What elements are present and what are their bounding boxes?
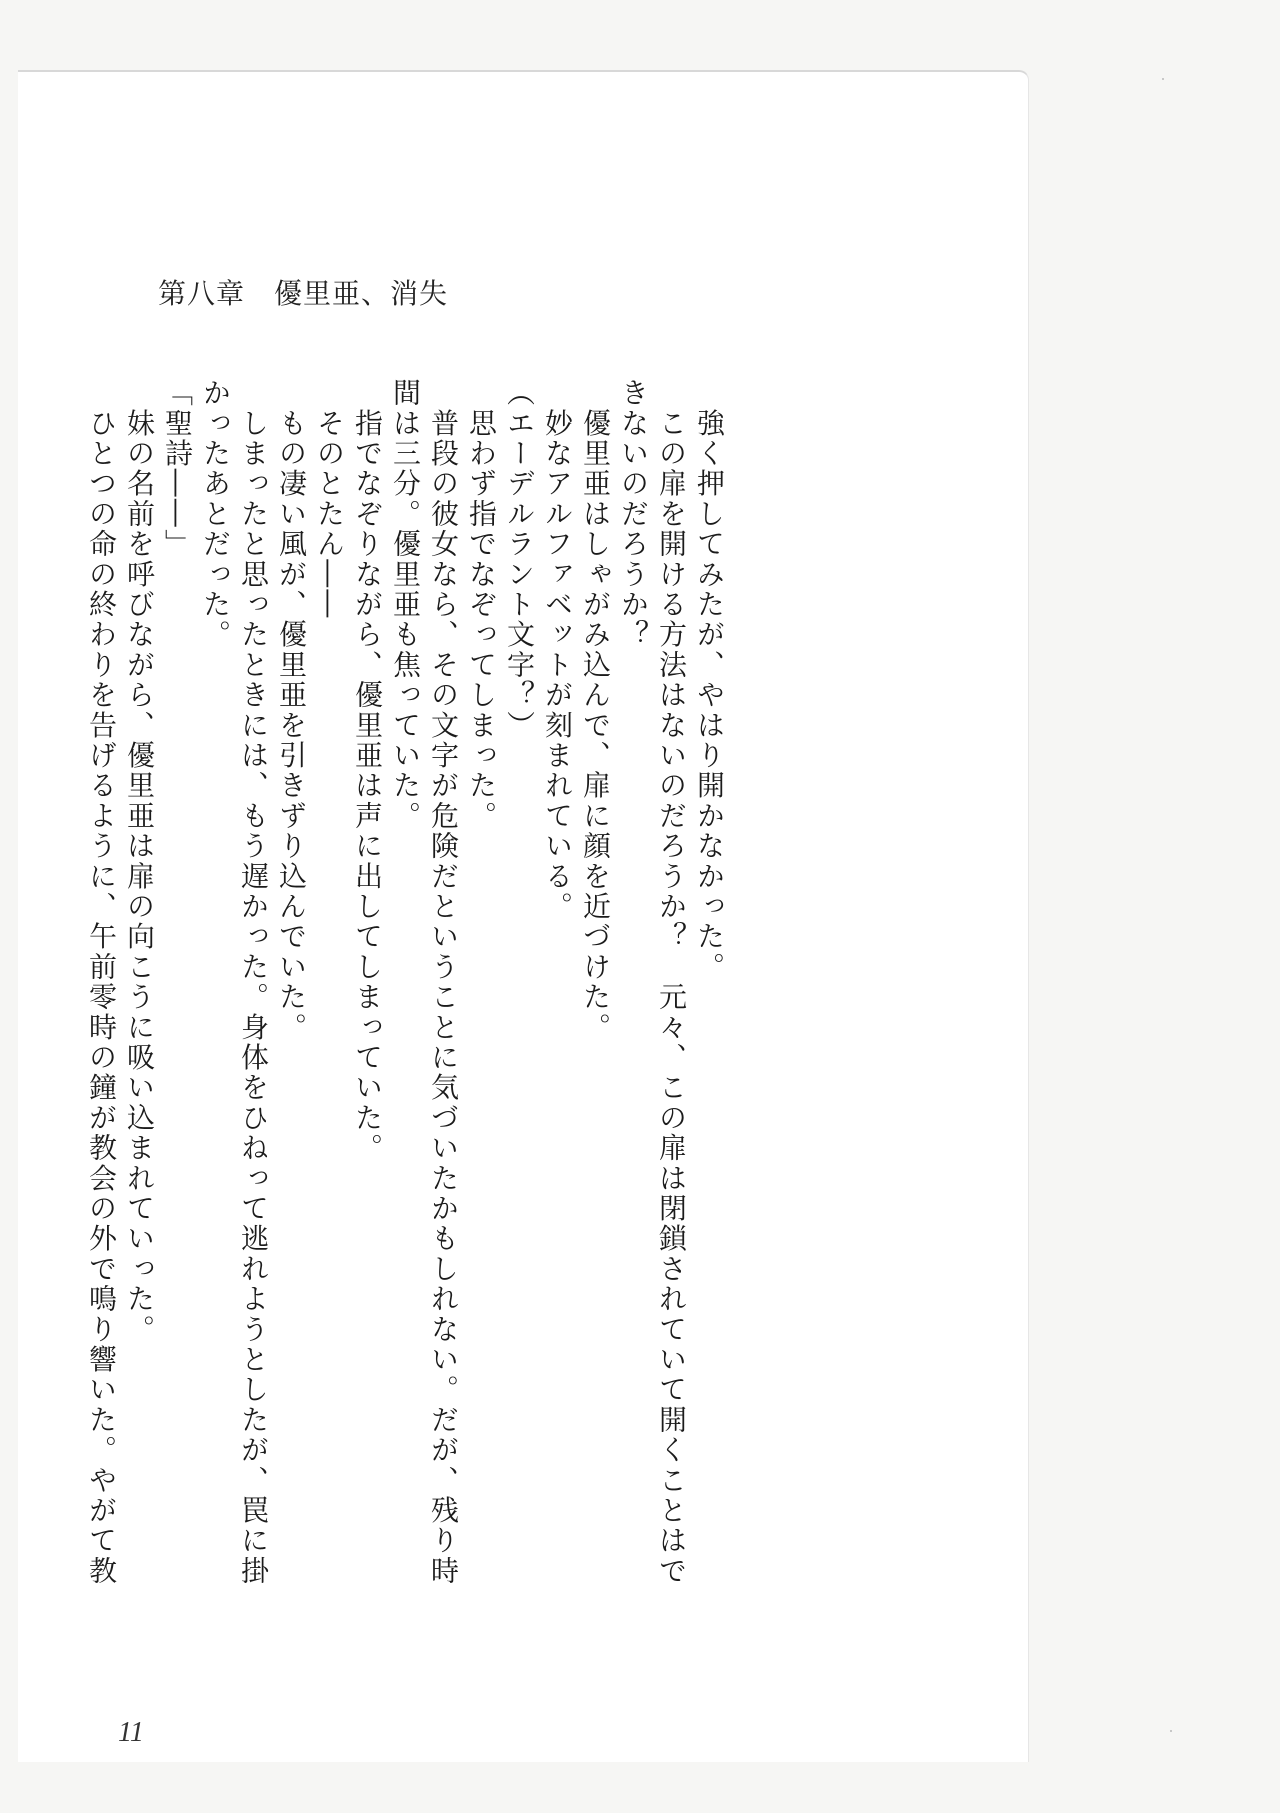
text-line: もの凄い風が、優里亜を引きずり込んでいた。 (275, 378, 308, 1043)
text-line: （エーデルラント文字？） (503, 378, 536, 741)
text-line: 間は三分。優里亜も焦っていた。 (389, 378, 422, 831)
text-line: 優里亜はしゃがみ込んで、扉に顔を近づけた。 (579, 378, 612, 1043)
body-text (82, 378, 728, 1648)
scan-edge-mark (1170, 1730, 1172, 1732)
text-line: 「聖詩――」 (161, 378, 194, 560)
chapter-title: 第八章 優里亜、消失 (158, 277, 449, 310)
scan-edge-mark (1162, 78, 1164, 80)
book-page (18, 70, 1029, 1762)
text-line: 強く押してみたが、やはり開かなかった。 (693, 378, 726, 982)
text-line: しまったと思ったときには、もう遅かった。身体をひねって逃れようとしたが、罠に掛 (237, 378, 270, 1586)
text-line: 妙なアルファベットが刻まれている。 (541, 378, 574, 922)
text-line: 妹の名前を呼びながら、優里亜は扉の向こうに吸い込まれていった。 (123, 378, 156, 1345)
text-line: そのとたん―― (313, 378, 346, 620)
text-line: かったあとだった。 (199, 378, 232, 650)
text-line: ひとつの命の終わりを告げるように、午前零時の鐘が教会の外で鳴り響いた。やがて教 (85, 378, 118, 1586)
page-number: 11 (118, 1717, 144, 1748)
text-line: この扉を開ける方法はないのだろうか？ 元々、この扉は閉鎖されていて開くことはで (655, 378, 688, 1586)
text-line: 指でなぞりながら、優里亜は声に出してしまっていた。 (351, 378, 384, 1164)
text-line: 普段の彼女なら、その文字が危険だということに気づいたかもしれない。だが、残り時 (427, 378, 460, 1586)
text-line: 思わず指でなぞってしまった。 (465, 378, 498, 831)
text-line: きないのだろうか？ (617, 378, 650, 650)
